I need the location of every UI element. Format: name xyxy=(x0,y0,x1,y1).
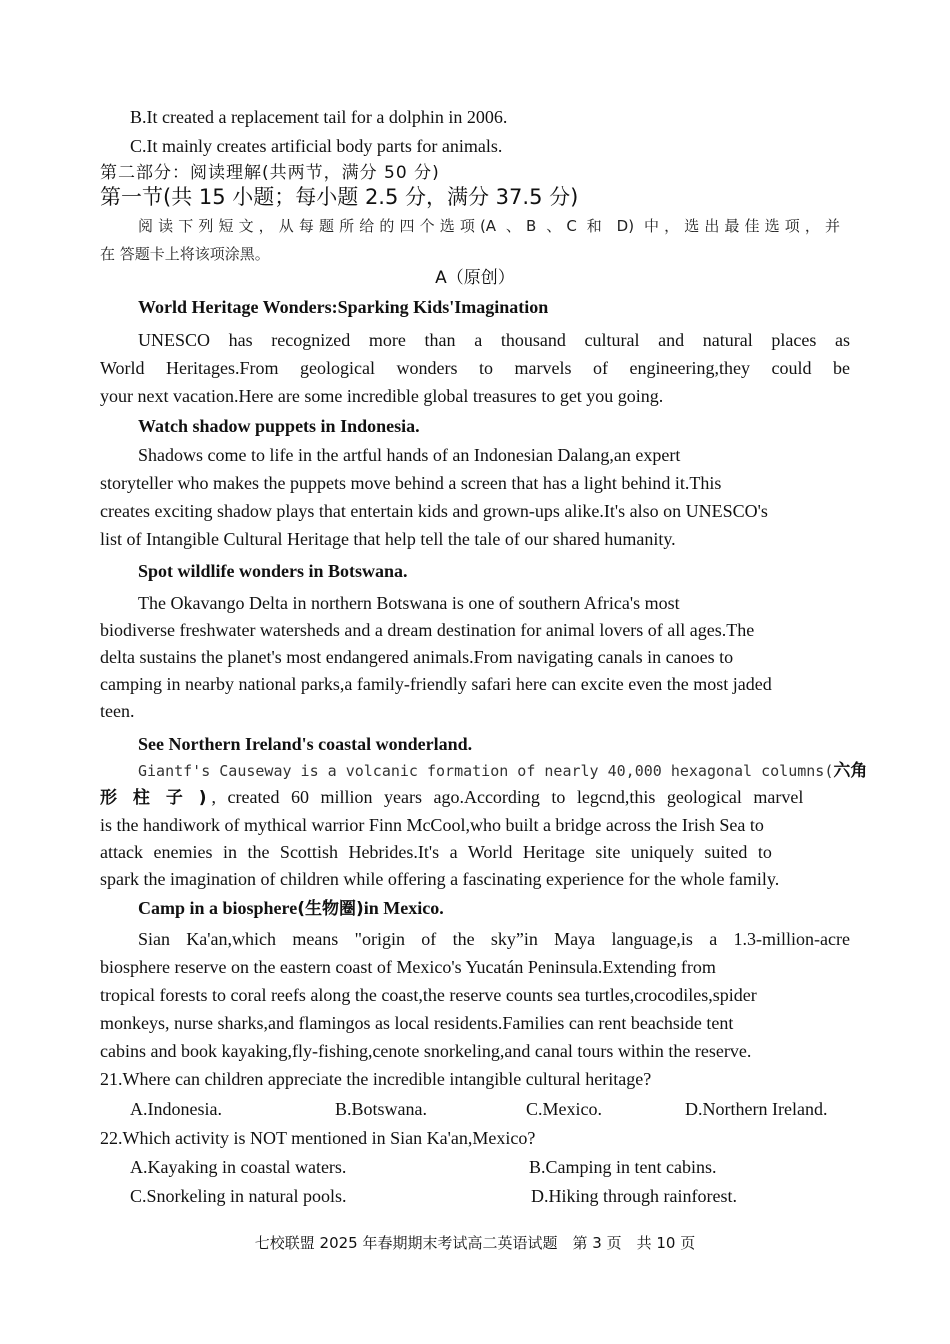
section-line: spark the imagination of children while offering a fascinating experience for the whole family. xyxy=(100,869,780,889)
section-line: creates exciting shadow plays that entertain kids and grown-ups alike.It's also on UNESCO's xyxy=(100,501,768,521)
part2-heading: 第二部分：阅读理解(共两节，满分 50 分) xyxy=(100,163,440,183)
prev-option-c: C.It mainly creates artificial body parts for animals. xyxy=(130,136,503,156)
intro-line-3: your next vacation.Here are some incredible global treasures to get you going. xyxy=(100,386,664,406)
intro-line-2: World Heritages.From geological wonders to marvels of engineering,they could be xyxy=(100,358,850,378)
section-line: camping in nearby national parks,a family-friendly safari here can excite even the most jaded xyxy=(100,674,772,694)
q21-option-d: D.Northern Ireland. xyxy=(685,1099,828,1119)
section-line: Shadows come to life in the artful hands of an Indonesian Dalang,an expert xyxy=(138,445,681,465)
section-heading-ireland: See Northern Ireland's coastal wonderland. xyxy=(138,734,473,754)
section-line: is the handiwork of mythical warrior Finn McCool,who built a bridge across the Irish Sea to xyxy=(100,815,764,835)
section-line: Sian Ka'an,which means "origin of the sky”in Maya language,is a 1.3-million-acre xyxy=(138,929,850,949)
section-line: list of Intangible Cultural Heritage that help tell the tale of our shared humanity. xyxy=(100,529,676,549)
section-line: storyteller who makes the puppets move behind a screen that has a light behind it.This xyxy=(100,473,722,493)
mono-text: Giantf's Causeway is a volcanic formation of nearly 40,000 hexagonal columns( xyxy=(138,762,834,780)
q21-option-a: A.Indonesia. xyxy=(130,1099,222,1119)
q22-option-a: A.Kayaking in coastal waters. xyxy=(130,1157,347,1177)
cn-gloss: (生物圈) xyxy=(297,899,364,919)
q21-option-b: B.Botswana. xyxy=(335,1099,427,1119)
section-heading-mexico xyxy=(138,896,888,921)
question-21-stem: 21.Where can children appreciate the incredible intangible cultural heritage? xyxy=(100,1069,652,1089)
heading-part: in Mexico. xyxy=(363,898,444,918)
section-line xyxy=(138,758,868,783)
q22-option-b: B.Camping in tent cabins. xyxy=(529,1157,717,1177)
instructions-line2: 在 答题卡上将该项涂黑。 xyxy=(100,245,270,263)
section-line xyxy=(100,785,850,810)
heading-part: Camp in a biosphere xyxy=(138,898,298,918)
section-line: teen. xyxy=(100,701,135,721)
section-line: cabins and book kayaking,fly-fishing,cenote snorkeling,and canal tours within the reserve. xyxy=(100,1041,752,1061)
section-heading-botswana: Spot wildlife wonders in Botswana. xyxy=(138,561,408,581)
section-line: delta sustains the planet's most endangered animals.From navigating canals in canoes to xyxy=(100,647,734,667)
passage-title: World Heritage Wonders:Sparking Kids'Imagination xyxy=(138,297,549,317)
q21-option-c: C.Mexico. xyxy=(526,1099,602,1119)
cn-gloss: 六角 xyxy=(833,761,868,781)
section-line: biosphere reserve on the eastern coast of Mexico's Yucatán Peninsula.Extending from xyxy=(100,957,716,977)
section-line: tropical forests to coral reefs along the coast,the reserve counts sea turtles,crocodiles,spider xyxy=(100,985,757,1005)
section-line: monkeys, nurse sharks,and flamingos as local residents.Families can rent beachside tent xyxy=(100,1013,734,1033)
section-heading-indonesia: Watch shadow puppets in Indonesia. xyxy=(138,416,420,436)
section-line: The Okavango Delta in northern Botswana is one of southern Africa's most xyxy=(138,593,680,613)
section-line: biodiverse freshwater watersheds and a dream destination for animal lovers of all ages.The xyxy=(100,620,755,640)
section1-heading: 第一节(共 15 小题；每小题 2.5 分，满分 37.5 分) xyxy=(100,185,579,209)
prev-option-b: B.It created a replacement tail for a dolphin in 2006. xyxy=(130,107,508,127)
section-line: attack enemies in the Scottish Hebrides.It's a World Heritage site uniquely suited to xyxy=(100,842,772,862)
section-line-rest: , created 60 million years ago.According to legcnd,this geological marvel xyxy=(211,787,804,807)
instructions-line1: 阅读下列短文，从每题所给的四个选项(A 、B 、C 和 D) 中，选出最佳选项，并 xyxy=(138,217,840,235)
intro-line-1: UNESCO has recognized more than a thousand cultural and natural places as xyxy=(138,330,850,350)
q22-option-d: D.Hiking through rainforest. xyxy=(531,1186,737,1206)
question-22-stem: 22.Which activity is NOT mentioned in Sian Ka'an,Mexico? xyxy=(100,1128,536,1148)
passage-label: A（原创） xyxy=(435,268,515,288)
q22-option-c: C.Snorkeling in natural pools. xyxy=(130,1186,347,1206)
page-footer: 七校联盟 2025 年春期期末考试高二英语试题 第 3 页 共 10 页 xyxy=(254,1234,696,1252)
cn-gloss: 形 柱 子 ) xyxy=(100,788,212,808)
